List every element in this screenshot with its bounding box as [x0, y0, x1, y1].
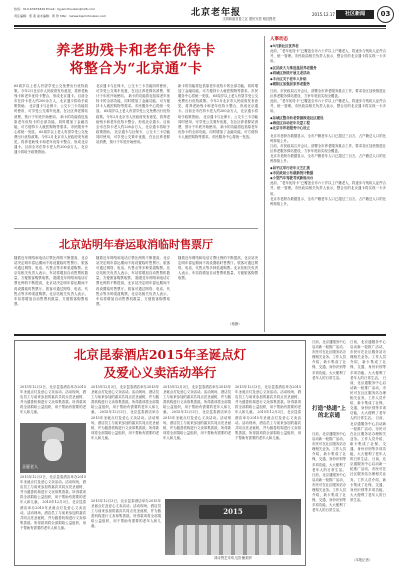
article4-text: 日前，北京通服务中心启动新一轮推广活动，市民可在社区服务站办理相关业务。工作人员介绍，新卡集成了社保、交通、身份识别等多项功能，大大便利了老年人的日常生活。 — [312, 340, 346, 380]
article3-text-col3: 2015年12月3日，北京昆泰酒店举办2015年圣诞点灯及爱心义卖活动。活动现场，酒店员工与前来参加的嘉宾共同点亮圣诞树，并为慈善机构进行义卖募集善款。所得款项将全部捐给公益组织，用于帮助有需要的老年人和儿童。 — [163, 385, 231, 415]
masthead — [14, 6, 391, 24]
group-photo — [165, 499, 301, 555]
section-badge — [336, 10, 374, 19]
article4-text-a3: 日前，北京通服务中心启动新一轮推广活动，市民可在社区服务站办理相关业务。工作人员介绍，新卡集成了社保、交通、身份识别等多项功能，大大便利了老年人的日常生活。 — [312, 472, 346, 513]
right-list-item: ◆朝阳区加强居家养老服务 — [270, 81, 310, 86]
article3-text-col2c: 2015年12月3日，北京昆泰酒店举办2015年圣诞点灯及爱心义卖活动。活动现场，酒店员工与前来参加的嘉宾共同点亮圣诞树，并为慈善机构进行义卖募集善款。所得款项将全部捐给公益组织，用于帮助有需要的老年人和儿童。 — [91, 499, 161, 529]
article3-text-b: 2015年12月3日，北京昆泰酒店举办2015年圣诞点灯及爱心义卖活动。活动现场，酒店员工与前来参加的嘉宾共同点亮圣诞树，并为慈善机构进行义卖募集善款。所得款项将全部捐给公益组织，用于帮助有需要的老年人和儿童。 — [20, 475, 86, 505]
article3-col2 — [91, 385, 159, 497]
date: 2015.12.17 — [312, 12, 335, 17]
people-row — [175, 525, 291, 555]
article3-text-col2b: 2015年12月3日，北京昆泰酒店举办2015年圣诞点灯及爱心义卖活动。活动现场，酒店员工与前来参加的嘉宾共同点亮圣诞树，并为慈善机构进行义卖募集善款。所得款项将全部捐给公益组织，用于帮助有需要的老年人和儿童。 — [91, 410, 159, 440]
article2-text-col3: 随着近年网络和电话订票比例的不断提高，北京站决定明年春运期间不再设置临时售票厅。旅客可通过网络、电话、代售点等多种渠道购票。北京站相关负责人表示，车站将增加自动售票机数量，方便旅客购票取票。 — [178, 256, 258, 281]
right-body-text: 日前，市民政局召开会议，部署全市养老服务重点工作，要求各区加快推进社区养老服务驿站建设，力争年底前实现全覆盖。 — [270, 143, 386, 153]
right-list-item: ◆丰台区关于老年人补贴 — [270, 76, 307, 81]
article2-text-more: 随着近年网络和电话订票比例的不断提高，北京站决定明年春运期间不再设置临时售票厅。旅客可通过网络、电话、代售点等多种渠道购票。北京站相关负责人表示，车站将增加自动售票机数量，方便旅客购票取票。 — [14, 276, 88, 306]
photo-banner — [199, 505, 267, 519]
article1-col1-more3: 65周岁以上老人有望享受公交免费出行优待政策。今年2月北京市人民政府发布意见，将养老助残卡和老年优待卡整合，形成北京通卡。目前全市在持卡老人约200余万人，北京通卡将给予政策资助。 — [14, 129, 88, 155]
right-list-item: ◆9月新社区优养老 — [270, 44, 299, 48]
article1-col1-text: 65周岁以上老人有望享受公交免费出行优待政策。今年2月北京市人民政府发布意见，将养老助残卡和老年优待卡整合，形成北京通卡。目前全市在持卡老人约200余万人，北京通卡将给予政策资助。 — [14, 84, 88, 109]
article3-col2-bottom — [91, 499, 161, 563]
section-label: 社区新闻 — [344, 11, 365, 17]
contact-line: 热线：010-63976329 Email：bjysmzhoukan@126.com — [14, 7, 96, 11]
article4-text-b4: 日前，北京通服务中心启动新一轮推广活动，市民可在社区服务站办理相关业务。工作人员介绍，新卡集成了社保、交通、身份识别等多项功能，大大便利了老年人的日常生活。 — [350, 457, 386, 502]
right-body-text: 此前，“老年优待卡”已覆盖全市六十岁以上户籍老人，将逐步与残疾人证件合并，统一管理。市民政局相关负责人表示，整合后的北京通卡将实现一卡多用。 — [270, 181, 386, 196]
article1-col3-more2: 北京通卡与社保卡，公交卡三卡功能同时使用，可享受公交乘车优惠，在社区养老驿站消费，预计于年底开始使用。 — [178, 114, 258, 129]
right-list-item: ◆东城区整合助老资源推进社区建设 — [270, 116, 324, 121]
article2-text-col2: 随着近年网络和电话订票比例的不断提高，北京站决定明年春运期间不再设置临时售票厅。旅客可通过网络、电话、代售点等多种渠道购票。北京站相关负责人表示，车站将增加自动售票机数量，方便旅客购票取票。 — [96, 256, 170, 281]
article3-box — [14, 340, 306, 566]
right-list-item: ◆西城区持续开展义老活动 — [270, 71, 310, 76]
right-body-text: 北京市老龄办数据显示，全市户籍老年人口已超过三百万，占户籍总人口的比例持续上升。 — [270, 153, 386, 163]
article2-text: 随着近年网络和电话订票比例的不断提高，北京站决定明年春运期间不再设置临时售票厅。旅客可通过网络、电话、代售点等多种渠道购票。北京站相关负责人表示，车站将增加自动售票机数量，方便旅客购票取票。 — [14, 256, 88, 281]
masthead-rule-thin — [14, 28, 386, 29]
article3-text-col4: 2015年12月3日，北京昆泰酒店举办2015年圣诞点灯及爱心义卖活动。活动现场，酒店员工与前来参加的嘉宾共同点亮圣诞树，并为慈善机构进行义卖募集善款。所得款项将全部捐给公益组织，用于帮助有需要的老年人和儿童。 — [235, 385, 301, 415]
editor-line: 责任编辑：邢 燕 美术编辑：周 珍 http：//www.bjsmzhoukan.com — [14, 14, 107, 18]
article1-col3-text: 新卡的功能将包括原老年优待卡的全部功能，同时增加了金融功能，可方便持卡人就医购物等需求。市民服务中心将统一发放。 — [178, 84, 258, 99]
article4-text-b2: 日前，北京通服务中心启动新一轮推广活动，市民可在社区服务站办理相关业务。工作人员介绍，新卡集成了社保、交通、身份识别等多项功能，大大便利了老年人的日常生活。 — [350, 375, 386, 421]
right-list-item: ◆北京市养老服务中心设立 — [270, 126, 310, 131]
article3-headline2: 及爱心义卖活动举行 — [103, 365, 217, 380]
article3-text-col3b: 2015年12月3日，北京昆泰酒店举办2015年圣诞点灯及爱心义卖活动。活动现场，酒店员工与前来参加的嘉宾共同点亮圣诞树，并为慈善机构进行义卖募集善款。所得款项将全部捐给公益组织，用于帮助有需要的老年人和儿童。 — [163, 410, 231, 440]
article3-text-c: 2015年12月3日，北京昆泰酒店举办2015年圣诞点灯及爱心义卖活动。活动现场，酒店员工与前来参加的嘉宾共同点亮圣诞树，并为慈善机构进行义卖募集善款。所得款项将全部捐给公益组织，用于帮助有需要的老年人和儿童。 — [20, 500, 86, 530]
article2-col1 — [14, 256, 88, 330]
article4-col-b — [350, 340, 386, 566]
column-divider — [264, 36, 265, 332]
right-body-text: 北京市老龄办数据显示，全市户籍老年人口已超过三百万，占户籍总人口的比例持续上升。 — [270, 196, 386, 206]
right-list-item: ◆市民政局公布最新统计数据 — [270, 171, 314, 176]
santa-photo — [20, 423, 86, 473]
article1-col3-more: 65周岁以上老人有望享受公交免费出行优待政策。今年2月北京市人民政府发布意见，将养老助残卡和老年优待卡整合，形成北京通卡。目前全市在持卡老人约200余万人，北京通卡将给予政策资助。 — [178, 94, 258, 119]
article4-signature: （本报记者） — [352, 558, 373, 562]
article2-text-col2-more: 随着近年网络和电话订票比例的不断提高，北京站决定明年春运期间不再设置临时售票厅。旅客可通过网络、电话、代售点等多种渠道购票。北京站相关负责人表示，车站将增加自动售票机数量，方便旅客购票取票。 — [96, 276, 170, 306]
article3-text-col2: 2015年12月3日，北京昆泰酒店举办2015年圣诞点灯及爱心义卖活动。活动现场，酒店员工与前来参加的嘉宾共同点亮圣诞树，并为慈善机构进行义卖募集善款。所得款项将全部捐给公益组织，用于帮助有需要的老年人和儿童。 — [91, 385, 159, 415]
article4-text-b3: 日前，北京通服务中心启动新一轮推广活动，市民可在社区服务站办理相关业务。工作人员介绍，新卡集成了社保、交通、身份识别等多项功能，大大便利了老年人的日常生活。 — [350, 416, 386, 462]
article4-text-b: 日前，北京通服务中心启动新一轮推广活动，市民可在社区服务站办理相关业务。工作人员介绍，新卡集成了社保、交通、身份识别等多项功能，大大便利了老年人的日常生活。 — [350, 340, 386, 380]
article1-col1 — [14, 84, 88, 224]
right-list-item: ◆区民政大力推进基层养老服务 — [270, 66, 317, 71]
article3-col3 — [163, 385, 231, 497]
article3-headline1: 北京昆泰酒店2015年圣诞点灯 — [73, 347, 247, 362]
santa-face-shape — [44, 439, 62, 461]
right-heading: 人事动态 — [270, 37, 288, 42]
article4-col-a — [312, 340, 346, 400]
article2-col2 — [96, 256, 170, 330]
article2-col3 — [178, 256, 258, 322]
article2-headline: 北京站明年春运取消临时售票厅 — [59, 238, 213, 251]
article1-col2-text: 北京通卡与社保卡，公交卡三卡功能同时使用，可享受公交乘车优惠，在社区养老驿站消费，预计于年底开始使用。 — [96, 84, 170, 99]
right-body-text: 此前，“老年优待卡”已覆盖全市六十岁以上户籍老人，将逐步与残疾人证件合并，统一管理。市民政局相关负责人表示，整合后的北京通卡将实现一卡多用。 — [270, 49, 386, 64]
right-list-item: ◆小型汽车驾驶考试新规出台 — [270, 176, 314, 181]
page-number-text: 03 — [380, 10, 391, 18]
article2-signature: （杨静） — [228, 322, 242, 326]
right-column — [270, 36, 386, 332]
article1-headline1: 养老助残卡和老年优待卡 — [56, 43, 216, 59]
article4-col-a2 — [312, 432, 346, 558]
santa-photo-caption: 圣诞老人 — [22, 464, 38, 469]
photo-banner-text: 2015 — [223, 507, 243, 516]
article1-col1-more: 北京通卡与社保卡，公交卡三卡功能同时使用，可享受公交乘车优惠，在社区养老驿站消费，预计于年底开始使用。 — [14, 104, 88, 119]
article1-col2-more2: 65周岁以上老人有望享受公交免费出行优待政策。今年2月北京市人民政府发布意见，将养老助残卡和老年优待卡整合，形成北京通卡。目前全市在持卡老人约200余万人，北京通卡将给予政策资助。 — [96, 109, 170, 134]
page-number — [377, 6, 394, 23]
right-body-text: 日前，市民政局召开会议，部署全市养老服务重点工作，要求各区加快推进社区养老服务驿站建设，力争年底前实现全覆盖。 — [270, 88, 386, 98]
right-list-item: ◆昌平区举行老年文艺汇演 — [270, 166, 310, 171]
article2-top-rule — [14, 228, 258, 229]
article4-text-a2: 日前，北京通服务中心启动新一轮推广活动，市民可在社区服务站办理相关业务。工作人员介绍，新卡集成了社保、交通、身份识别等多项功能，大大便利了老年人的日常生活。 — [312, 432, 346, 472]
article3-text: 2015年12月3日，北京昆泰酒店举办2015年圣诞点灯及爱心义卖活动。活动现场，酒店员工与前来参加的嘉宾共同点亮圣诞树，并为慈善机构进行义卖募集善款。所得款项将全部捐给公益组织，用于帮助有需要的老年人和儿童。 — [20, 385, 86, 415]
article4-headline: 打造“热道”上的北京通 — [312, 406, 346, 419]
article1-col3 — [178, 84, 258, 224]
right-list-item: ◆海淀区启动老年关爱工程 — [270, 121, 310, 126]
article1-col3-more3: 新卡的功能将包括原老年优待卡的全部功能，同时增加了金融功能，可方便持卡人就医购物等需求。市民服务中心将统一发放。 — [178, 124, 258, 139]
tagline: 文明和谐首善之区 愿民安居 相扶携老 — [222, 17, 276, 21]
right-list-top — [270, 44, 386, 207]
right-body-text: 此前，“老年优待卡”已覆盖全市六十岁以上户籍老人，将逐步与残疾人证件合并，统一管理。市民政局相关负责人表示，整合后的北京通卡将实现一卡多用。 — [270, 98, 386, 114]
article1-col1-more2: 新卡的功能将包括原老年优待卡的全部功能，同时增加了金融功能，可方便持卡人就医购物等需求。市民服务中心将统一发放。 — [14, 114, 88, 134]
article1-col2-more: 新卡的功能将包括原老年优待卡的全部功能，同时增加了金融功能，可方便持卡人就医购物等需求。市民服务中心将统一发放。 — [96, 94, 170, 114]
article1-col2 — [96, 84, 170, 224]
article3-text-col4b: 2015年12月3日，北京昆泰酒店举办2015年圣诞点灯及爱心义卖活动。活动现场，酒店员工与前来参加的嘉宾共同点亮圣诞树，并为慈善机构进行义卖募集善款。所得款项将全部捐给公益组织，用于帮助有需要的老年人和儿童。 — [235, 410, 301, 440]
right-body-text: 北京市老龄办数据显示，全市户籍老年人口已超过三百万，占户籍总人口的比例持续上升。 — [270, 133, 386, 143]
article1-col2-more3: 北京通卡与社保卡，公交卡三卡功能同时使用，可享受公交乘车优惠，在社区养老驿站消费，预计于年底开始使用。 — [96, 129, 170, 145]
article3-col1 — [20, 385, 86, 421]
section-separator — [14, 334, 386, 336]
paper-title: 北京老年报 — [190, 8, 241, 18]
article1-headline2: 将整合为“北京通”卡 — [69, 61, 203, 77]
article3-col1b — [20, 475, 86, 563]
article4 — [312, 340, 386, 566]
group-photo-caption: 刘诗贤艺术幼儿园·鲍莉莎 — [213, 556, 253, 560]
masthead-rule — [14, 25, 386, 27]
article3-col4 — [235, 385, 301, 497]
